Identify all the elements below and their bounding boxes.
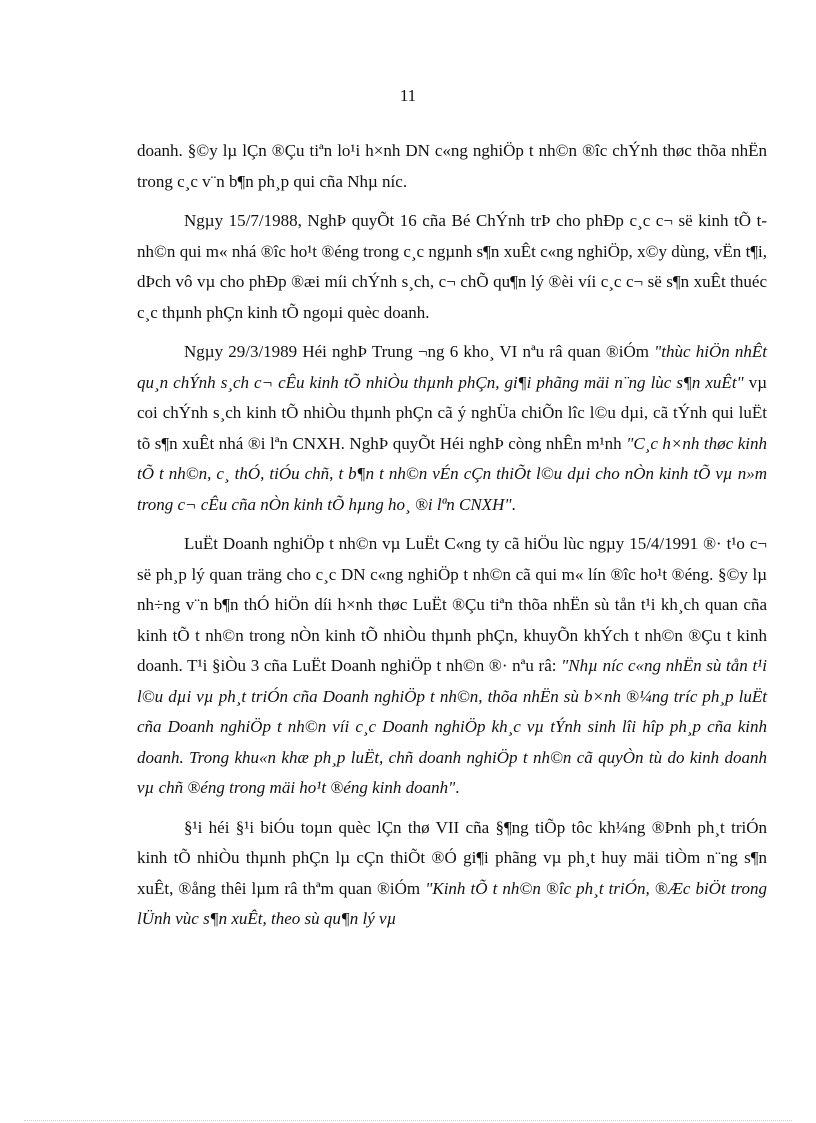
paragraph-5-quote: "Kinh tÕ t nh©n ®îc ph¸t triÓn, ®Æc biÖt trong lÜnh vùc s¶n xuÊt, theo sù qu¶n lý vµ (137, 878, 767, 928)
paragraph-4-text-b: . (455, 778, 460, 797)
document-body (137, 136, 767, 944)
paragraph-1 (137, 136, 767, 197)
footer-divider (24, 1120, 792, 1121)
paragraph-3-quote-1: "thùc hiÖn nhÊt qu¸n chÝnh s¸ch c¬ cÊu kinh tÕ nhiÒu thµnh phÇn, gi¶i phãng mäi n¨ng lùc s¶n xuÊt" (137, 342, 768, 392)
paragraph-5-text: §¹i héi §¹i biÓu toµn quèc lÇn thø VII cña §¶ng tiÕp tôc kh¼ng ®Þnh ph¸t triÓn kinh tÕ nhiÒu thµnh phÇn lµ cÇn thiÕt ®Ó gi¶i phãng vµ ph¸t huy mäi tiÒm n¨ng s¶n xuÊt, ®ång thêi lµm râ thªm quan ®iÓm (137, 817, 767, 898)
paragraph-4 (137, 529, 767, 804)
paragraph-4-text-a: LuËt Doanh nghiÖp t nh©n vµ LuËt C«ng ty cã hiÖu lùc ngµy 15/4/1991 ®· t¹o c¬ së ph¸p lý quan träng cho c¸c DN c«ng nghiÖp t nh©n cã qui m« lín ®îc ho¹t ®éng. §©y lµ nh÷ng v¨n b¶n thÓ hiÖn díi h×nh thøc LuËt ®Çu tiªn thõa nhËn sù tån t¹i kh¸ch quan cña kinh tÕ t nh©n trong nÒn kinh tÕ nhiÒu thµnh phÇn, khuyÕn khÝch t nh©n ®Çu t kinh doanh. T¹i §iÒu 3 cña LuËt Doanh nghiÖp t nh©n ®· nªu râ: (137, 534, 767, 675)
paragraph-3-text-a: Ngµy 29/3/1989 Héi nghÞ Trung ¬ng 6 kho¸ VI nªu râ quan ®iÓm (184, 342, 655, 361)
paragraph-3 (137, 337, 767, 520)
page-number: 11 (399, 86, 417, 105)
paragraph-3-text-b: vµ coi chÝnh s¸ch kinh tÕ nhiÒu thµnh phÇn cã ý nghÜa chiÕn lîc l©u dµi, cã tÝnh qui luËt tõ s¶n xuÊt nhá ®i lªn CNXH. NghÞ quyÕt Héi nghÞ còng nhÊn m¹nh (137, 372, 768, 453)
paragraph-4-quote: "Nhµ níc c«ng nhËn sù tån t¹i l©u dµi vµ ph¸t triÓn cña Doanh nghiÖp t nh©n, thõa nhËn sù b×nh ®¼ng tríc ph¸p luËt cña Doanh nghiÖp t nh©n víi c¸c Doanh nghiÖp kh¸c vµ tÝnh sinh lîi hîp ph¸p cña kinh doanh. Trong khu«n khæ ph¸p luËt, chñ doanh nghiÖp t nh©n cã quyÒn tù do kinh doanh vµ chñ ®éng trong mäi ho¹t ®éng kinh doanh" (137, 656, 767, 797)
paragraph-1-text: doanh. §©y lµ lÇn ®Çu tiªn lo¹i h×nh DN c«ng nghiÖp t nh©n ®îc chÝnh thøc thõa nhËn trong c¸c v¨n b¶n ph¸p qui cña Nhµ níc. (137, 141, 767, 191)
paragraph-2-text: Ngµy 15/7/1988, NghÞ quyÕt 16 cña Bé ChÝnh trÞ cho phÐp c¸c c¬ së kinh tÕ t nh©n qui m« nhá ®îc ho¹t ®éng trong c¸c ngµnh s¶n xuÊt c«ng nghiÖp, x©y dùng, vËn t¶i, dÞch vô vµ cho phÐp ®æi míi chÝnh s¸ch, c¬ chÕ qu¶n lý ®èi víi c¸c c¬ së s¶n xuÊt thuéc c¸c thµnh phÇn kinh tÕ ngoµi quèc doanh. (137, 211, 767, 322)
paragraph-5 (137, 813, 767, 935)
paragraph-3-quote-2: "C¸c h×nh thøc kinh tÕ t nh©n, c¸ thÓ, tiÓu chñ, t b¶n t nh©n vÉn cÇn thiÕt l©u dµi cho nÒn kinh tÕ vµ n»m trong c¬ cÊu cña nÒn kinh tÕ hµng ho¸ ®i lªn CNXH" (137, 433, 767, 514)
paragraph-3-text-c: . (511, 494, 516, 514)
paragraph-2 (137, 206, 767, 328)
